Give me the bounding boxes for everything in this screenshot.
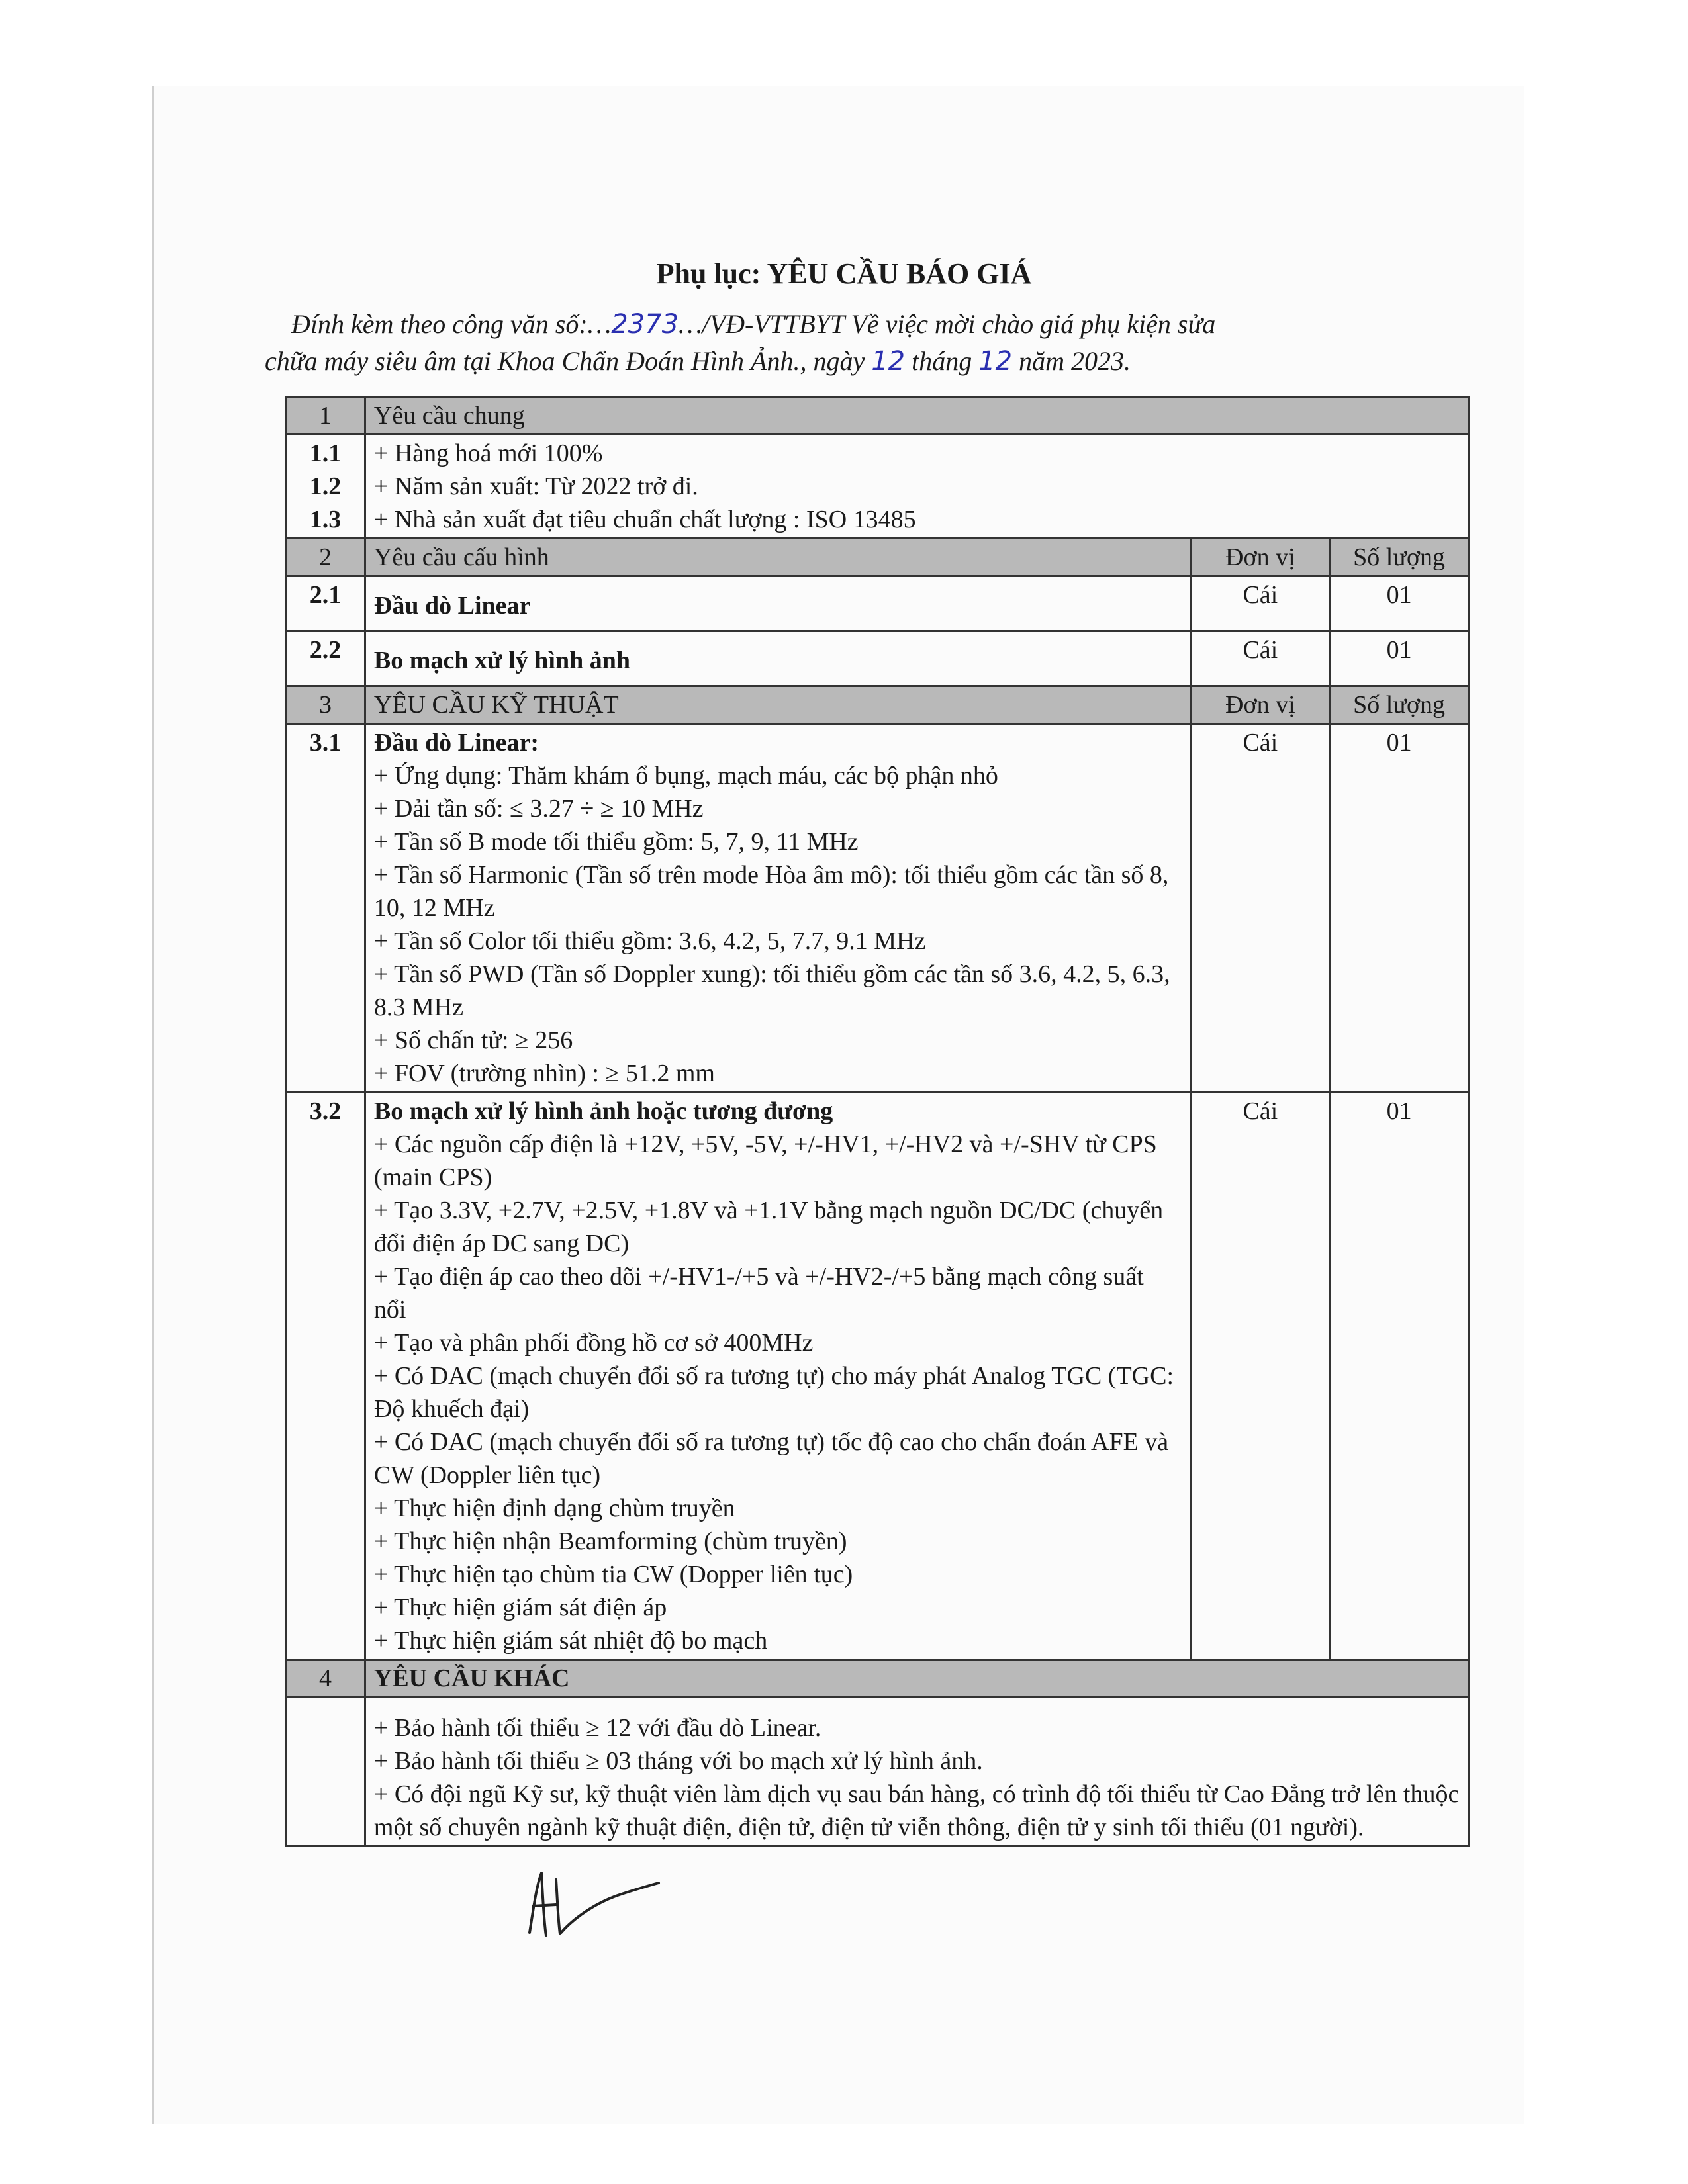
item-number: 3.2: [286, 1093, 365, 1660]
document-subtitle: [265, 306, 1430, 380]
subtitle-line2-prefix: chữa máy siêu âm tại Khoa Chẩn Đoán Hình Ảnh., ngày: [265, 346, 872, 376]
section-number: 1: [286, 397, 365, 435]
section-4-body: [286, 1698, 1469, 1846]
item-quantity: 01: [1330, 724, 1469, 1093]
item-number: 1.3: [309, 506, 342, 533]
subtitle-prefix: Đính kèm theo công văn số:…: [291, 309, 612, 339]
item-heading: Đầu dò Linear:: [373, 729, 539, 756]
unit-column-header: Đơn vị: [1191, 539, 1330, 576]
section-label: Yêu cầu cấu hình: [365, 539, 1191, 576]
section-label: YÊU CẦU KỸ THUẬT: [365, 686, 1191, 724]
table-row: [286, 1093, 1469, 1660]
spec-line: + Tạo 3.3V, +2.7V, +2.5V, +1.8V và +1.1V bằng mạch nguồn DC/DC (chuyển đổi điện áp DC sang DC): [373, 1197, 1164, 1257]
spec-line: + Tần số Harmonic (Tần số trên mode Hòa âm mô): tối thiểu gồm các tần số 8, 10, 12 MHz: [373, 861, 1169, 922]
spec-line: + Có DAC (mạch chuyển đổi số ra tương tự) tốc độ cao cho chẩn đoán AFE và CW (Doppler liên tục): [373, 1428, 1169, 1489]
item-text: + Nhà sản xuất đạt tiêu chuẩn chất lượng : ISO 13485: [373, 506, 916, 533]
table-row: [286, 631, 1469, 686]
section-4-header: [286, 1660, 1469, 1698]
section-number: 4: [286, 1660, 365, 1698]
subtitle-year: năm 2023.: [1012, 346, 1131, 376]
item-text: + Hàng hoá mới 100%: [373, 439, 603, 467]
spec-line: + Bảo hành tối thiểu ≥ 12 với đầu dò Linear.: [373, 1714, 821, 1742]
spec-line: + Các nguồn cấp điện là +12V, +5V, -5V, +/-HV1, +/-HV2 và +/-SHV từ CPS (main CPS): [373, 1130, 1157, 1191]
handwritten-doc-number: 2373: [611, 309, 679, 340]
table-row: [286, 724, 1469, 1093]
quantity-column-header: Số lượng: [1330, 686, 1469, 724]
handwritten-day: 12: [871, 346, 906, 377]
subtitle-after-number: …/VĐ-VTTBYT Về việc mời chào giá phụ kiện sửa: [679, 309, 1216, 339]
item-number: 2.1: [286, 576, 365, 631]
item-number: 1.1: [309, 439, 342, 467]
spec-line: + Bảo hành tối thiểu ≥ 03 tháng với bo mạch xử lý hình ảnh.: [373, 1747, 983, 1775]
spec-line: + Tần số B mode tối thiểu gồm: 5, 7, 9, 11 MHz: [373, 828, 859, 856]
section-3-header: [286, 686, 1469, 724]
subtitle-month-word: tháng: [905, 346, 979, 376]
requirements-table: [285, 396, 1470, 1847]
item-quantity: 01: [1330, 1093, 1469, 1660]
spec-line: + Tần số PWD (Tần số Doppler xung): tối thiểu gồm các tần số 3.6, 4.2, 5, 6.3, 8.3 MHz: [373, 960, 1170, 1021]
section-label: YÊU CẦU KHÁC: [365, 1660, 1468, 1698]
quantity-column-header: Số lượng: [1330, 539, 1469, 576]
spec-line: + Tạo điện áp cao theo dõi +/-HV1-/+5 và +/-HV2-/+5 bằng mạch công suất nổi: [373, 1263, 1144, 1324]
section-number: 2: [286, 539, 365, 576]
spec-line: + Ứng dụng: Thăm khám ổ bụng, mạch máu, các bộ phận nhỏ: [373, 762, 998, 790]
spec-line: + FOV (trường nhìn) : ≥ 51.2 mm: [373, 1060, 715, 1087]
item-unit: Cái: [1191, 631, 1330, 686]
unit-column-header: Đơn vị: [1191, 686, 1330, 724]
spec-line: + Thực hiện giám sát điện áp: [373, 1594, 667, 1621]
item-number: 2.2: [286, 631, 365, 686]
handwritten-month: 12: [978, 346, 1013, 377]
item-number: 1.2: [309, 473, 342, 500]
item-quantity: 01: [1330, 631, 1469, 686]
spec-line: + Có đội ngũ Kỹ sư, kỹ thuật viên làm dịch vụ sau bán hàng, có trình độ tối thiểu từ Cao Đẳng trở lên thuộc một số chuyên ngành kỹ thuật điện, điện tử, điện tử viễn thông, điện tử y sinh tối thiểu (01 người).: [373, 1780, 1460, 1841]
section-1-header: [286, 397, 1469, 435]
spec-line: + Số chấn tử: ≥ 256: [373, 1026, 573, 1054]
spec-line: + Dải tần số: ≤ 3.27 ÷ ≥ 10 MHz: [373, 795, 704, 823]
item-text: + Năm sản xuất: Từ 2022 trở đi.: [373, 473, 698, 500]
item-unit: Cái: [1191, 1093, 1330, 1660]
item-text: Đầu dò Linear: [365, 576, 1191, 631]
item-unit: Cái: [1191, 724, 1330, 1093]
table-row: [286, 576, 1469, 631]
section-1-body: [286, 435, 1469, 539]
spec-line: + Thực hiện tạo chùm tia CW (Dopper liên tục): [373, 1561, 853, 1588]
item-number: 3.1: [286, 724, 365, 1093]
spec-line: + Thực hiện nhận Beamforming (chùm truyền): [373, 1527, 847, 1555]
section-label: Yêu cầu chung: [365, 397, 1468, 435]
section-2-header: [286, 539, 1469, 576]
spec-line: + Tần số Color tối thiểu gồm: 3.6, 4.2, 5, 7.7, 9.1 MHz: [373, 927, 926, 955]
spec-line: + Có DAC (mạch chuyển đổi số ra tương tự) cho máy phát Analog TGC (TGC: Độ khuếch đại): [373, 1362, 1174, 1423]
section-number: 3: [286, 686, 365, 724]
spec-line: + Thực hiện giám sát nhiệt độ bo mạch: [373, 1627, 768, 1655]
handwritten-signature: [516, 1860, 669, 1946]
spec-line: + Thực hiện định dạng chùm truyền: [373, 1494, 735, 1522]
item-text: Bo mạch xử lý hình ảnh: [365, 631, 1191, 686]
item-quantity: 01: [1330, 576, 1469, 631]
item-heading: Bo mạch xử lý hình ảnh hoặc tương đương: [373, 1097, 833, 1125]
spec-line: + Tạo và phân phối đồng hồ cơ sở 400MHz: [373, 1329, 814, 1357]
item-unit: Cái: [1191, 576, 1330, 631]
document-title: Phụ lục: YÊU CẦU BÁO GIÁ: [656, 257, 1032, 290]
